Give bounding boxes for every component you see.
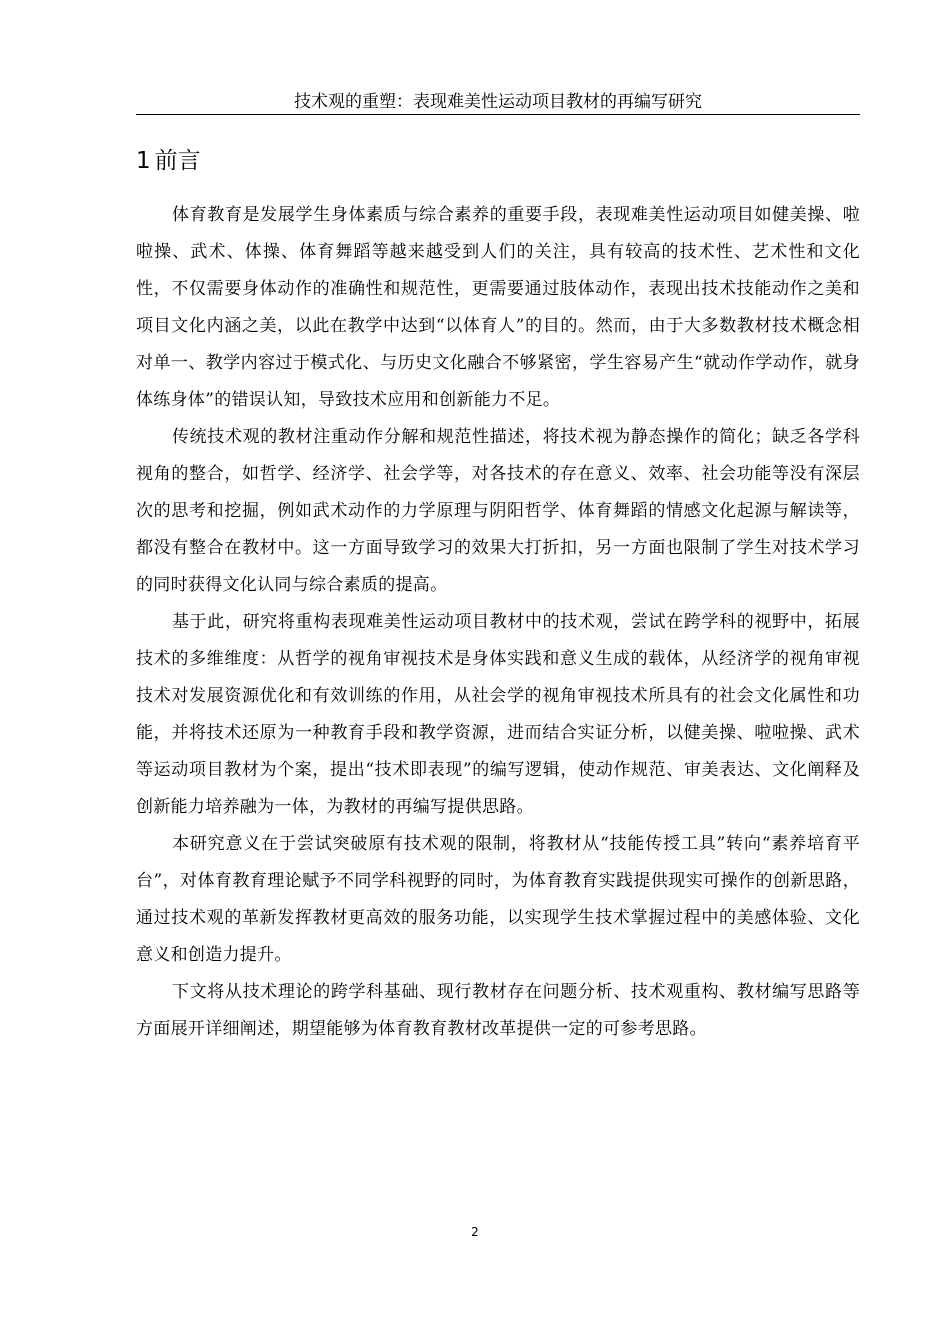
section-number: 1 [136, 148, 151, 174]
paragraph-5: 下文将从技术理论的跨学科基础、现行教材存在问题分析、技术观重构、教材编写思路等方面展开详细阐述，期望能够为体育教育教材改革提供一定的可参考思路。 [136, 982, 860, 1039]
section-heading [136, 143, 201, 179]
paragraph-2: 传统技术观的教材注重动作分解和规范性描述，将技术视为静态操作的简化；缺乏各学科视角的整合，如哲学、经济学、社会学等，对各技术的存在意义、效率、社会功能等没有深层次的思考和挖掘，例如武术动作的力学原理与阴阳哲学、体育舞蹈的情感文化起源与解读等，都没有整合在教材中。这一方面导致学习的效果大打折扣，另一方面也限制了学生对技术学习的同时获得文化认同与综合素质的提高。 [136, 427, 860, 595]
paragraph-3: 基于此，研究将重构表现难美性运动项目教材中的技术观，尝试在跨学科的视野中，拓展技术的多维维度：从哲学的视角审视技术是身体实践和意义生成的载体，从经济学的视角审视技术对发展资源优化和有效训练的作用，从社会学的视角审视技术所具有的社会文化属性和功能，并将技术还原为一种教育手段和教学资源，进而结合实证分析，以健美操、啦啦操、武术等运动项目教材为个案，提出“技术即表现”的编写逻辑，使动作规范、审美表达、文化阐释及创新能力培养融为一体，为教材的再编写提供思路。 [136, 612, 860, 817]
header-rule [136, 114, 860, 115]
running-header-title: 技术观的重塑：表现难美性运动项目教材的再编写研究 [294, 92, 702, 112]
paragraph-4: 本研究意义在于尝试突破原有技术观的限制，将教材从“技能传授工具”转向“素养培育平台”，对体育教育理论赋予不同学科视野的同时，为体育教育实践提供现实可操作的创新思路，通过技术观的革新发挥教材更高效的服务功能，以实现学生技术掌握过程中的美感体验、文化意义和创造力提升。 [136, 834, 860, 965]
page-number: 2 [471, 1225, 479, 1239]
body-text [136, 197, 860, 1048]
paragraph-1: 体育教育是发展学生身体素质与综合素养的重要手段，表现难美性运动项目如健美操、啦啦操、武术、体操、体育舞蹈等越来越受到人们的关注，具有较高的技术性、艺术性和文化性，不仅需要身体动作的准确性和规范性，更需要通过肢体动作，表现出技术技能动作之美和项目文化内涵之美，以此在教学中达到“以体育人”的目的。然而，由于大多数教材技术概念相对单一、教学内容过于模式化、与历史文化融合不够紧密，学生容易产生“就动作学动作，就身体练身体”的错误认知，导致技术应用和创新能力不足。 [136, 205, 860, 410]
section-title: 前言 [154, 148, 201, 174]
